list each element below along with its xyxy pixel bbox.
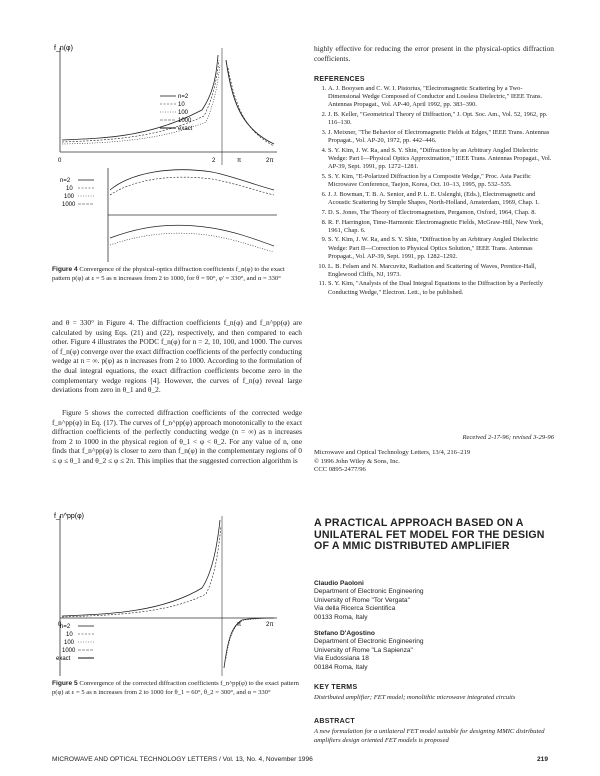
- received-date: Received 2-17-96; revised 3-29-96: [462, 434, 554, 441]
- author-affiliation: University of Rome "Tor Vergata": [314, 596, 410, 604]
- figure-4-legend-label: 10: [66, 186, 73, 192]
- figure-5-caption: [52, 680, 302, 697]
- figure-4-legend-label: n=2: [178, 94, 189, 100]
- footer-page-number: 219: [536, 756, 548, 763]
- figure-4-top-legend: [160, 94, 193, 132]
- figure-5-legend-label: 10: [66, 632, 73, 638]
- figure-4-bottom-curve-4: [110, 233, 274, 252]
- figure-5-legend-label: 1000: [62, 648, 76, 654]
- figure-4-legend-label: 1000: [178, 118, 192, 124]
- figure-5-curve-2: [62, 526, 221, 617]
- key-terms-section: [314, 684, 554, 703]
- left-body-paragraph-2: Figure 5 shows the corrected diffraction coefficients of the corrected wedge f_n^pp(φ) in Eq. (17). The curves of f_n^pp(φ) approach monotonically to the exact diffraction coefficients of the perfectly conducting wedge (n = ∞) as n increases from 2 to 1000 in the physical region of θ_1 < φ < θ_2. For any value of n, one finds that f_n^pp(φ) is closer to zero than f_n(φ) in the complementary regions of 0 ≤ φ ≤ θ_1 and θ_2 ≤ φ ≤ 2π. This implies that the suggested correction algorithm is: [52, 408, 302, 465]
- figure-4-x-tick: 2: [212, 158, 216, 164]
- figure-4-legend-label: exact: [178, 126, 193, 132]
- author-block-1: [314, 580, 554, 622]
- figure-4-x-tick: π: [237, 158, 242, 164]
- figure-5-x-tick: 2π: [266, 622, 274, 628]
- figure-5-caption-label: Figure 5: [52, 680, 78, 687]
- author-affiliation: Department of Electronic Engineering: [314, 638, 424, 646]
- figure-4-y-label: f_n(φ): [54, 45, 73, 52]
- figure-5-legend: [56, 624, 94, 662]
- figure-4-x-tick: 0: [58, 158, 62, 164]
- figure-4-top-curve-2: [62, 60, 219, 142]
- left-body-paragraph-1: and θ = 330° in Figure 4. The diffraction coefficients f_n(φ) and f_n^pp(φ) are calculated by using Eqs. (21) and (22), respectively, and then compared to each other. Figure 4 illustrates the PODC f_n(φ) for n = 2, 10, 100, and 1000. The curves of f_n(φ) converge over the exact diffraction coefficients of the perfectly conducting wedge at n = ∞. p(φ) as n increases from 2 to 1000. According to the formulation of the dual integral equations, the exact diffraction coefficients become zero in the complementary wedge regions [4]. However, the curves of f_n(φ) reveal large deviations from zero in θ_1 and θ_2.: [52, 318, 302, 395]
- figure-5-chart: [52, 508, 292, 678]
- key-terms-text: Distributed amplifier; FET model; monolithic microwave integrated circuits: [314, 694, 516, 701]
- journal-info-line: CCC 0895-2477/96: [314, 466, 366, 474]
- author-affiliation: Via Eudossiana 18: [314, 655, 369, 663]
- right-intro-paragraph: highly effective for reducing the error present in the physical-optics diffraction coefficients.: [314, 44, 554, 63]
- references-list: [314, 85, 554, 297]
- author-affiliation: Via della Ricerca Scientifica: [314, 605, 396, 613]
- figure-4-top-curve-5: [228, 68, 274, 146]
- figure-5-legend-label: 100: [64, 640, 75, 646]
- figure-5-x-tick: π: [237, 622, 242, 628]
- references-section: [314, 76, 554, 298]
- figure-4-legend-label: 100: [178, 110, 189, 116]
- abstract-section: [314, 718, 554, 745]
- article-title: A PRACTICAL APPROACH BASED ON A UNILATERAL FET MODEL FOR THE DESIGN OF A MMIC DISTRIBUTED AMPLIFIER: [314, 517, 545, 553]
- references-heading: REFERENCES: [314, 76, 365, 83]
- figure-4-caption-text: Convergence of the physical-optics diffraction coefficients f_n(φ) to the exact pattern p(φ) at ε = 5 as n increases from 2 to 1000, for θ = 90°, φ' = 330°, and α = 330°: [52, 266, 285, 282]
- figure-4-bottom-curve-1: [110, 170, 274, 190]
- figure-4-bottom-curve-3: [110, 225, 274, 246]
- figure-4-caption-label: Figure 4: [52, 266, 78, 273]
- journal-info-line: Microwave and Optical Technology Letters, 13/4, 216–219: [314, 449, 471, 456]
- key-terms-heading: KEY TERMS: [314, 684, 358, 691]
- figure-5-legend-label: exact: [56, 656, 71, 662]
- reference-item: 3. J. Meixner, "The Behavior of Electromagnetic Fields at Edges," IEEE Trans. Antennas Propagat., Vol. AP-20, 1972, pp. 442–446.: [328, 129, 554, 145]
- author-name: Claudio Paoloni: [314, 580, 364, 587]
- figure-4-top-curve-1: [62, 55, 218, 140]
- figure-5-y-label: f_n^pp(φ): [54, 513, 85, 520]
- figure-4-caption: [52, 266, 302, 283]
- figure-4-legend-label: 100: [64, 194, 75, 200]
- author-affiliation: 00184 Roma, Italy: [314, 663, 368, 671]
- reference-item: 10. L. B. Felsen and N. Marcuvitz, Radiation and Scattering of Waves, Prentice-Hall, Englewood Cliffs, NJ, 1973.: [328, 263, 554, 279]
- reference-item: 1. A. J. Booysen and C. W. I. Pistorius, "Electromagnetic Scattering by a Two-Dimensional Wedge Composed of Conductor and Lossless Dielectric," IEEE Trans. Antennas Propagat., Vol. AP-40, April 1992, pp. 383–390.: [328, 85, 554, 110]
- reference-item: 8. R. F. Harrington, Time-Harmonic Electromagnetic Fields, McGraw-Hill, New York, 1961, Chap. 6.: [328, 219, 554, 235]
- figure-4-top-curve-4: [226, 60, 274, 144]
- author-affiliation: Department of Electronic Engineering: [314, 588, 424, 596]
- abstract-heading: ABSTRACT: [314, 718, 355, 725]
- figure-4-legend-label: 10: [178, 102, 185, 108]
- journal-info-line: © 1996 John Wiley & Sons, Inc.: [314, 457, 400, 465]
- figure-5-curve-1: [62, 520, 220, 616]
- figure-4-x-tick: 2π: [266, 158, 274, 164]
- reference-item: 9. S. Y. Kim, J. W. Ra, and S. Y. Shin, "Diffraction by an Arbitrary Angled Dielectric Wedge: Part II—Correction to Physical Optics Solution," IEEE Trans. Antennas Propagat., Vol. AP-39, Sept. 1991, pp. 1282–1292.: [328, 236, 554, 261]
- author-affiliation: University of Rome "La Sapienza": [314, 646, 413, 654]
- reference-item: 2. J. B. Keller, "Geometrical Theory of Diffraction," J. Opt. Soc. Am., Vol. 52, 1962, pp. 116–130.: [328, 111, 554, 127]
- author-block-2: [314, 630, 554, 672]
- figure-5-legend-label: n=2: [60, 624, 71, 630]
- figure-5-x-tick: 0: [58, 622, 62, 628]
- figure-4-bottom-legend: [60, 178, 94, 208]
- footer-journal: MICROWAVE AND OPTICAL TECHNOLOGY LETTERS / Vol. 13, No. 4, November 1996: [52, 756, 313, 763]
- journal-info: [314, 449, 554, 475]
- figure-4-chart: [52, 40, 292, 265]
- reference-item: 11. S. Y. Kim, "Analysis of the Dual Integral Equations to the Diffraction by a Perfectly Conducting Wedge," Electron. Lett., to be published.: [328, 280, 554, 296]
- abstract-text: A new formulation for a unilateral FET model suitable for designing MMIC distributed amplifiers design oriented FET models is proposed: [314, 728, 545, 744]
- reference-item: 6. J. J. Bowman, T. B. A. Senior, and P. L. E. Uslenghi, (Eds.), Electromagnetic and Acoustic Scattering by Simple Shapes, North-Holland, Amsterdam, 1969, Chap. 1.: [328, 191, 554, 207]
- page-footer: [52, 756, 548, 763]
- reference-item: 5. S. Y. Kim, "E-Polarized Diffraction by a Composite Wedge," Proc. Asia Pacific Microwave Conference, Taejon, Korea, Oct. 10–13, 1995, pp. 532–535.: [328, 173, 554, 189]
- figure-4-legend-label: 1000: [62, 202, 76, 208]
- figure-5-caption-text: Convergence of the corrected diffraction coefficients f_n^pp(φ) to the exact pattern p(φ) at ε = 5 as n increases from 2 to 1000 for θ_1 = 60°, θ_2 = 300°, and α = 330°: [52, 680, 299, 696]
- author-name: Stefano D'Agostino: [314, 630, 375, 637]
- figure-4-legend-label: n=2: [60, 178, 71, 184]
- reference-item: 7. D. S. Jones, The Theory of Electromagnetism, Pergamon, Oxford, 1964, Chap. 8.: [328, 209, 554, 217]
- reference-item: 4. S. Y. Kim, J. W. Ra, and S. Y. Shin, "Diffraction by an Arbitrary Angled Dielectric Wedge: Part I—Physical Optics Approximation," IEEE Trans. Antennas Propagat., Vol. AP-39, Sept. 1991, pp. 1272–1281.: [328, 147, 554, 172]
- author-affiliation: 00133 Roma, Italy: [314, 613, 368, 621]
- figure-4-bottom-curve-2: [110, 177, 274, 195]
